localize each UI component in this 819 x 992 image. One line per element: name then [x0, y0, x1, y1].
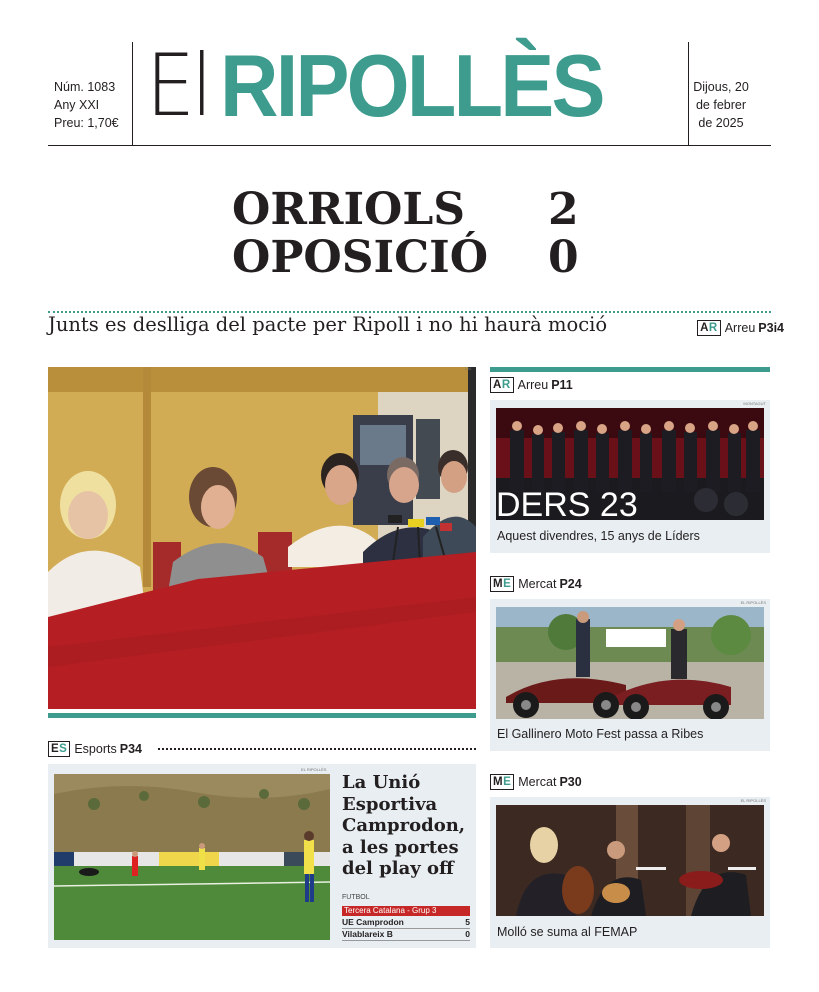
date-line: de febrer — [695, 98, 747, 112]
story-photo-liders — [496, 408, 764, 520]
story-card-camprodon[interactable] — [48, 764, 476, 948]
badge-letter: A — [700, 322, 709, 334]
story-caption: Molló se suma al FEMAP — [497, 925, 638, 939]
badge-letter: E — [51, 743, 60, 755]
story-card-liders[interactable] — [490, 400, 770, 553]
section-link-arreu[interactable] — [697, 320, 784, 336]
page-ref: P34 — [119, 742, 142, 756]
date-line: de 2025 — [698, 116, 744, 130]
main-photo-bar — [48, 713, 476, 718]
page-ref: P30 — [559, 775, 582, 789]
section-name: Mercat — [518, 775, 557, 789]
badge-letter: M — [493, 578, 504, 590]
sports-divider — [158, 748, 476, 750]
issue-date — [681, 78, 761, 132]
story-photo-moto-fest — [496, 607, 764, 719]
headline-score: 2 — [548, 184, 579, 235]
concert-illustration — [496, 805, 764, 916]
story-photo-football-match — [54, 774, 330, 940]
section-badge — [490, 774, 514, 790]
section-link-esports[interactable] — [48, 741, 142, 757]
football-pitch-illustration — [54, 774, 330, 940]
photo-credit: EL RIPOLLÈS — [301, 767, 327, 772]
subheadline[interactable]: Junts es deslliga del pacte per Ripoll i no hi haurà moció — [48, 313, 608, 336]
sports-headline[interactable]: La Unió Esportiva Camprodon, a les portes del play off — [342, 772, 466, 879]
section-badge — [490, 377, 514, 393]
headline-row — [232, 234, 592, 282]
headline-label: OPOSICIÓ — [232, 232, 489, 283]
photo-credit: EL RIPOLLÈS — [740, 600, 766, 605]
section-link-mercat[interactable] — [490, 774, 582, 790]
badge-letter: R — [708, 322, 718, 334]
section-badge — [697, 320, 721, 336]
headline-label: ORRIOLS — [232, 184, 466, 235]
badge-letter: E — [503, 776, 512, 788]
stage-banner-text: DERS 23 — [496, 486, 638, 520]
section-link-mercat[interactable] — [490, 576, 582, 592]
logo-name: RIPOLLÈS — [220, 36, 603, 135]
badge-letter: A — [493, 379, 502, 391]
headline-score: 0 — [548, 232, 579, 283]
team-score: 0 — [465, 929, 470, 939]
score-row — [342, 917, 470, 929]
section-name: Mercat — [518, 577, 557, 591]
masthead-rule — [48, 145, 771, 146]
story-caption: El Gallinero Moto Fest passa a Ribes — [497, 727, 704, 741]
page-ref: P24 — [559, 577, 582, 591]
issue-info — [54, 78, 130, 132]
badge-letter: S — [59, 743, 68, 755]
sport-category: FUTBOL — [342, 894, 370, 901]
press-conference-illustration — [48, 367, 476, 709]
badge-letter: R — [501, 379, 511, 391]
main-photo-press-conference[interactable] — [48, 367, 476, 709]
headline-row — [232, 186, 592, 234]
section-badge — [48, 741, 70, 757]
story-card-moto-fest[interactable] — [490, 599, 770, 751]
score-row — [342, 929, 470, 941]
section-name: Esports — [74, 742, 117, 756]
section-badge — [490, 576, 514, 592]
badge-letter: E — [503, 578, 512, 590]
issue-price: Preu: 1,70€ — [54, 116, 119, 130]
story-photo-femap — [496, 805, 764, 916]
photo-credit: J.M. — [464, 367, 472, 371]
team-name: Vilablareix B — [342, 929, 393, 939]
photo-credit: EL RIPOLLÈS — [740, 798, 766, 803]
logo-prefix: El — [146, 36, 210, 136]
page-ref: P11 — [551, 378, 573, 392]
main-headline[interactable] — [232, 186, 592, 282]
story-card-femap[interactable] — [490, 797, 770, 948]
team-name: UE Camprodon — [342, 917, 404, 927]
masthead — [48, 36, 771, 147]
motorcycles-illustration — [496, 607, 764, 719]
masthead-divider-left — [132, 42, 133, 146]
story-caption: Aquest divendres, 15 anys de Líders — [497, 529, 700, 543]
right-column-bar — [490, 367, 770, 372]
date-line: Dijous, 20 — [693, 80, 749, 94]
photo-credit: MONTAGUT — [743, 401, 766, 406]
page-ref: P3i4 — [758, 321, 784, 335]
team-score: 5 — [465, 917, 470, 927]
issue-number: Núm. 1083 — [54, 80, 116, 94]
league-banner: Tercera Catalana - Grup 3 — [342, 906, 470, 916]
badge-letter: M — [493, 776, 504, 788]
issue-year: Any XXI — [54, 98, 100, 112]
section-name: Arreu — [517, 378, 549, 392]
section-link-arreu[interactable] — [490, 377, 573, 393]
section-name: Arreu — [724, 321, 756, 335]
awards-stage-illustration — [496, 408, 764, 520]
